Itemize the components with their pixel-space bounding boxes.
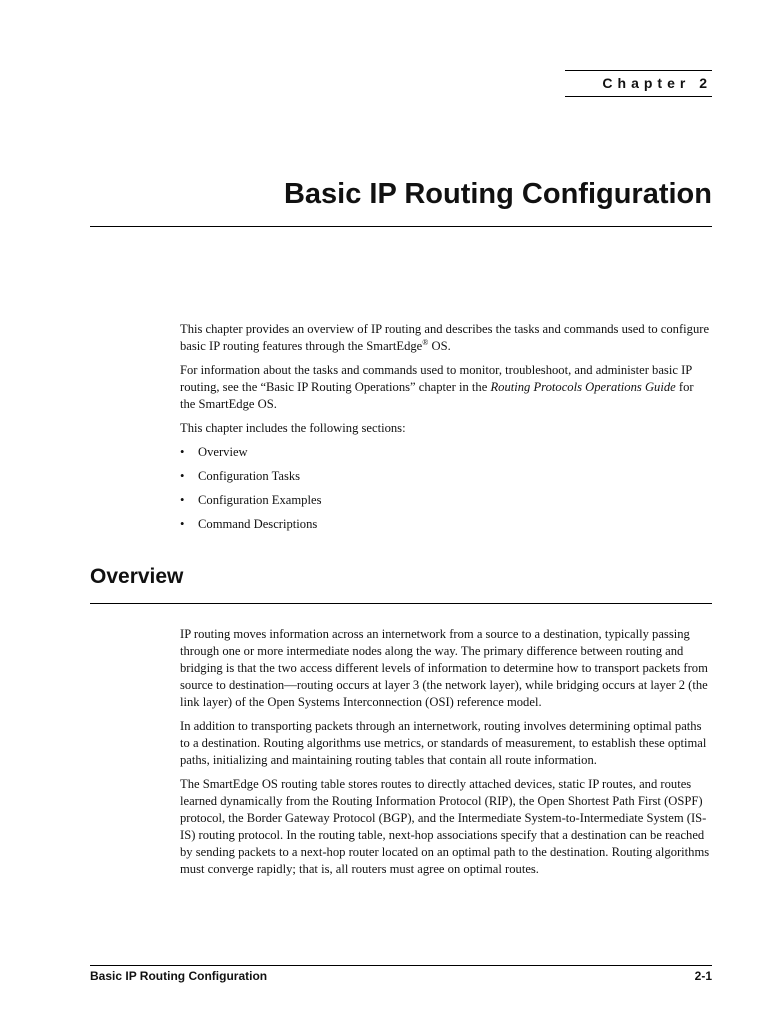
guide-title: Routing Protocols Operations Guide <box>490 380 676 394</box>
overview-paragraph-1: IP routing moves information across an internetwork from a source to a destination, typically passing through one or more intermediate nodes along the way. The primary difference between routing and bridging is that the two access different levels of information to determine how to transport packets from source to destination—routing occurs at layer 3 (the network layer), while bridging occurs at layer 2 (the link layer) of the Open Systems Interconnection (OSI) reference model. <box>180 627 708 709</box>
section-rule <box>90 603 712 604</box>
chapter-bottom-rule <box>565 96 712 97</box>
bullet-icon: • <box>180 445 185 459</box>
chapter-label-text: Chapter 2 <box>602 75 712 91</box>
list-item <box>180 444 710 461</box>
list-item-label: Overview <box>198 445 248 459</box>
intro-p2-end: for the SmartEdge OS. <box>180 380 694 411</box>
footer-rule <box>90 965 712 966</box>
bullet-icon: • <box>180 469 185 483</box>
page-number: 2-1 <box>694 969 712 983</box>
page-title: Basic IP Routing Configuration <box>283 178 712 210</box>
registered-mark: ® <box>422 337 429 347</box>
intro-paragraph-2 <box>180 362 710 413</box>
overview-paragraph-2: In addition to transporting packets through an internetwork, routing involves determining optimal paths to a destination. Routing algorithms use metrics, or standards of measurement, to establish these optimal paths, initializing and maintaining routing tables that contain all route information. <box>180 719 707 767</box>
bullet-icon: • <box>180 517 185 531</box>
overview-section <box>180 626 710 885</box>
intro-p1-text: This chapter provides an overview of IP routing and describes the tasks and commands used to configure basic IP routing features through the SmartEdge <box>180 322 710 353</box>
bullet-icon: • <box>180 493 185 507</box>
list-item-label: Configuration Examples <box>198 493 322 507</box>
list-item-label: Command Descriptions <box>198 517 318 531</box>
overview-paragraph-3: The SmartEdge OS routing table stores routes to directly attached devices, static IP routes, and routes learned dynamically from the Routing Information Protocol (RIP), the Open Shortest Path First (OSPF) protocol, the Border Gateway Protocol (BGP), and the Intermediate System-to-Intermediate System (IS-IS) routing protocol. In the routing table, next-hop associations specify that a destination can be reached by sending packets to a next-hop router located on an optimal path to the destination. Routing algorithms must converge rapidly; that is, all routers must agree on optimal routes. <box>180 777 710 876</box>
list-item <box>180 492 710 509</box>
intro-paragraph-1 <box>180 321 710 355</box>
list-item <box>180 468 710 485</box>
intro-section <box>180 321 710 540</box>
section-list <box>180 444 710 533</box>
section-heading-overview: Overview <box>90 565 184 588</box>
list-item-label: Configuration Tasks <box>198 469 301 483</box>
chapter-label <box>565 70 712 97</box>
intro-paragraph-3: This chapter includes the following sections: <box>180 421 406 435</box>
title-rule <box>90 226 712 227</box>
intro-p1-end: OS. <box>428 339 451 353</box>
intro-p2-start: For information about the tasks and commands used to monitor, troubleshoot, and administer basic IP routing, see the “Basic IP Routing Operations” chapter in the <box>180 363 692 394</box>
footer-title: Basic IP Routing Configuration <box>90 969 268 983</box>
list-item <box>180 516 710 533</box>
